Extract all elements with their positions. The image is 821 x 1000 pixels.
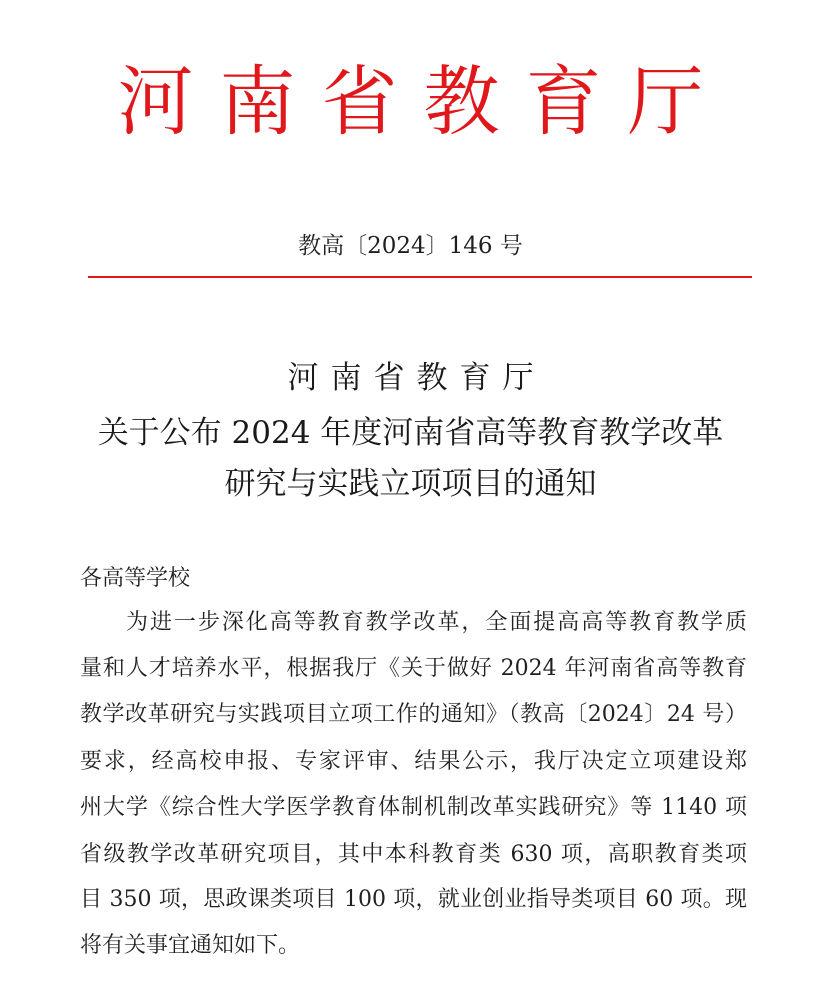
red-divider-line (88, 276, 752, 278)
body-paragraph-line: 目 350 项，思政课类项目 100 项，就业创业指导类项目 60 项。现 (80, 887, 747, 912)
body-paragraph-line: 省级教学改革研究项目，其中本科教育类 630 项，高职教育类项 (80, 842, 747, 867)
body-paragraph-line: 将有关事宜通知如下。 (80, 933, 301, 958)
letterhead-issuer: 河南省教育厅 (117, 57, 730, 146)
title-line-3: 研究与实践立项项目的通知 (224, 466, 597, 502)
title-line-2: 关于公布 2024 年度河南省高等教育教学改革 (97, 415, 724, 451)
body-paragraph-line: 量和人才培养水平，根据我厅《关于做好 2024 年河南省高等教育 (80, 656, 747, 681)
salutation: 各高等学校 (80, 566, 191, 591)
body-paragraph-line: 要求，经高校申报、专家评审、结果公示，我厅决定立项建设郑 (80, 749, 747, 774)
body-paragraph-line: 为进一步深化高等教育教学改革，全面提高高等教育教学质 (126, 610, 747, 635)
body-paragraph-line: 州大学《综合性大学医学教育体制机制改革实践研究》等 1140 项 (80, 795, 747, 820)
body-paragraph-line: 教学改革研究与实践项目立项工作的通知》（教高〔2024〕24 号） (80, 702, 747, 727)
title-issuer: 河南省教育厅 (287, 360, 546, 396)
document-number: 教高〔2024〕146 号 (298, 233, 523, 259)
